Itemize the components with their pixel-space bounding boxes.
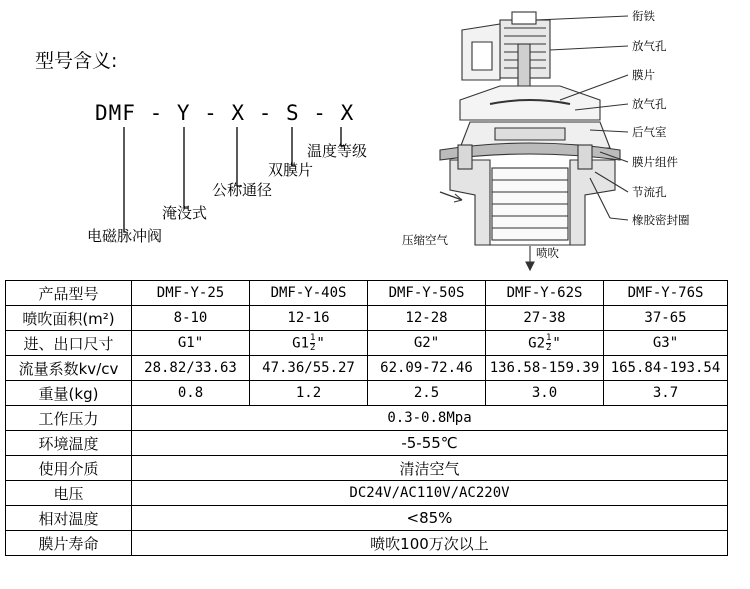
table-cell: 28.82/33.63 — [132, 356, 250, 381]
size-value: G1 — [292, 335, 309, 351]
table-row-medium — [6, 456, 728, 481]
header-cell: DMF-Y-40S — [250, 281, 368, 306]
table-cell — [486, 331, 604, 356]
fraction-numerator: 1 — [546, 332, 552, 343]
header-cell: DMF-Y-25 — [132, 281, 250, 306]
row-label: 相对温度 — [6, 506, 132, 531]
merged-cell: 清洁空气 — [132, 456, 728, 481]
row-label: 重量(kg) — [6, 381, 132, 406]
table-cell — [250, 331, 368, 356]
row-label: 环境温度 — [6, 431, 132, 456]
diagram-label-rubber-seal: 橡胶密封圈 — [632, 213, 690, 227]
row-label: 流量系数kv/cv — [6, 356, 132, 381]
row-label: 进、出口尺寸 — [6, 331, 132, 356]
part-label-submerged: 淹没式 — [162, 204, 208, 222]
model-meaning-title: 型号含义: — [35, 50, 118, 72]
table-cell — [604, 331, 728, 356]
table-row-voltage — [6, 481, 728, 506]
size-value: G2" — [413, 335, 440, 351]
leader-line-y — [184, 127, 188, 208]
diagram-label-blow: 喷吹 — [536, 246, 559, 260]
row-label: 工作压力 — [6, 406, 132, 431]
table-row-ambient-temp — [6, 431, 728, 456]
size-value: G2 — [528, 335, 545, 351]
size-tail: " — [316, 335, 325, 351]
valve-cross-section-diagram — [400, 0, 745, 275]
merged-cell: DC24V/AC110V/AC220V — [132, 481, 728, 506]
table-row-flow — [6, 356, 728, 381]
part-label-double-diaphragm: 双膜片 — [268, 161, 314, 179]
table-cell: 37-65 — [604, 306, 728, 331]
table-cell: 12-16 — [250, 306, 368, 331]
diagram-label-armature: 衔铁 — [632, 9, 655, 23]
diagram-label-throttle-hole: 节流孔 — [632, 185, 667, 199]
row-label: 使用介质 — [6, 456, 132, 481]
table-cell: 3.7 — [604, 381, 728, 406]
model-code: DMF - Y - X - S - X — [95, 101, 355, 125]
header-cell: DMF-Y-76S — [604, 281, 728, 306]
table-cell: 136.58-159.39 — [486, 356, 604, 381]
size-value: G1" — [177, 335, 204, 351]
row-label: 喷吹面积(m²) — [6, 306, 132, 331]
table-cell: 27-38 — [486, 306, 604, 331]
table-cell — [132, 331, 250, 356]
armature — [518, 44, 530, 88]
fraction-denominator: 2 — [310, 342, 316, 353]
fraction — [546, 334, 551, 353]
fraction-numerator: 1 — [310, 332, 316, 343]
merged-cell: -5-55℃ — [132, 431, 728, 456]
table-row-area — [6, 306, 728, 331]
table-row-diaphragm-life — [6, 531, 728, 556]
part-label-valve: 电磁脉冲阀 — [87, 227, 163, 245]
table-cell: 62.09-72.46 — [368, 356, 486, 381]
table-header-row — [6, 281, 728, 306]
header-cell: 产品型号 — [6, 281, 132, 306]
table-row-weight — [6, 381, 728, 406]
fraction-denominator: 2 — [546, 342, 552, 353]
part-label-temperature-grade: 温度等级 — [307, 142, 368, 160]
leader-line-dmf — [124, 127, 126, 232]
upper-body — [460, 86, 600, 120]
leader-line-x — [237, 127, 242, 186]
table-row-port-size — [6, 331, 728, 356]
part-label-nominal-diameter: 公称通径 — [212, 181, 273, 199]
row-label: 膜片寿命 — [6, 531, 132, 556]
size-tail: " — [552, 335, 561, 351]
merged-cell: <85% — [132, 506, 728, 531]
merged-cell: 0.3-0.8Mpa — [132, 406, 728, 431]
size-value: G3" — [652, 335, 679, 351]
diagram-label-vent-hole-2: 放气孔 — [632, 97, 667, 111]
table-row-humidity — [6, 506, 728, 531]
diagram-label-diaphragm: 膜片 — [632, 68, 655, 82]
table-cell: 12-28 — [368, 306, 486, 331]
diagram-label-vent-hole-1: 放气孔 — [632, 39, 667, 53]
table-row-working-pressure — [6, 406, 728, 431]
table-cell: 47.36/55.27 — [250, 356, 368, 381]
header-cell: DMF-Y-62S — [486, 281, 604, 306]
fraction — [310, 334, 315, 353]
row-label: 电压 — [6, 481, 132, 506]
merged-cell: 喷吹100万次以上 — [132, 531, 728, 556]
table-cell: 0.8 — [132, 381, 250, 406]
table-cell: 2.5 — [368, 381, 486, 406]
diagram-label-back-chamber: 后气室 — [632, 125, 667, 139]
diagram-label-diaphragm-assembly: 膜片组件 — [632, 155, 678, 169]
spec-table — [5, 280, 728, 556]
table-cell — [368, 331, 486, 356]
header-cell: DMF-Y-50S — [368, 281, 486, 306]
table-cell: 3.0 — [486, 381, 604, 406]
table-cell: 8-10 — [132, 306, 250, 331]
table-cell: 165.84-193.54 — [604, 356, 728, 381]
table-cell: 1.2 — [250, 381, 368, 406]
diagram-label-compressed-air: 压缩空气 — [402, 233, 448, 247]
